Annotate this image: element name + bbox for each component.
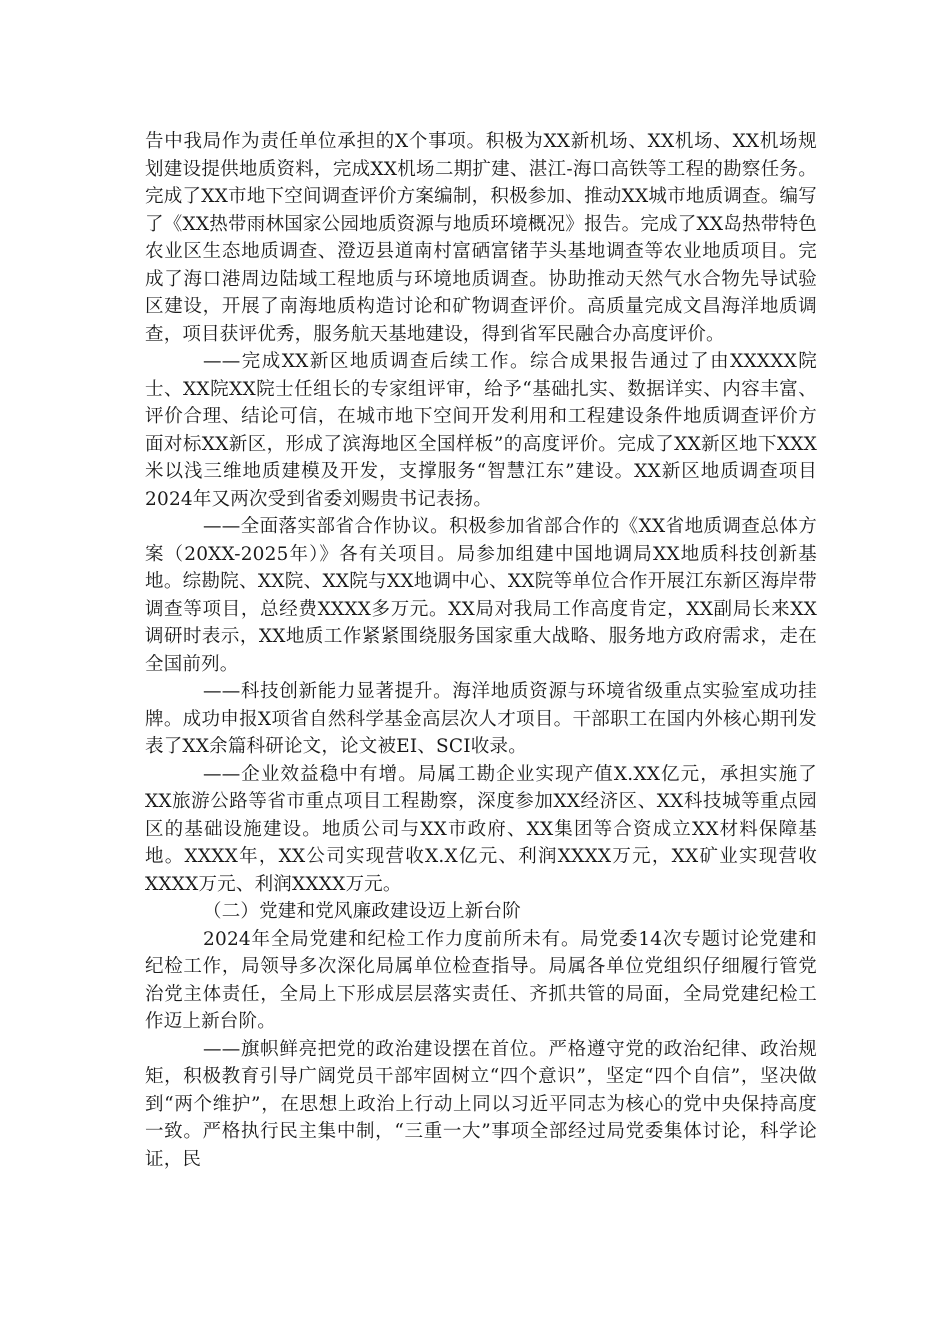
paragraph-new-district-survey: ——完成XX新区地质调查后续工作。综合成果报告通过了由XXXXX院士、XX院XX院士任组长的专家组评审，给予“基础扎实、数据详实、内容丰富、评价合理、结论可信，在城市地下空间开发利用和工程建设条件地质调查评价方面对标XX新区，形成了滨海地区全国样板”的高度评价。完成了XX新区地下XXX米以浅三维地质建模及开发，支撑服务“智慧江东”建设。XX新区地质调查项目2024年又两次受到省委刘赐贵书记表扬。 [145,351,817,510]
paragraph-party-discipline: 2024年全局党建和纪检工作力度前所未有。局党委14次专题讨论党建和纪检工作，局领导多次深化局属单位检查指导。局属各单位党组织仔细履行管党治党主体责任，全局上下形成层层落实责任、齐抓共管的局面，全局党建纪检工作迈上新台阶。 [145,928,817,1032]
paragraph-airport-geology: 告中我局作为责任单位承担的X个事项。积极为XX新机场、XX机场、XX机场规划建设提供地质资料，完成XX机场二期扩建、湛江-海口高铁等工程的勘察任务。完成了XX市地下空间调查评价方案编制，积极参加、推动XX城市地质调查。编写了《XX热带雨林国家公园地质资源与地质环境概况》报告。完成了XX岛热带特色农业区生态地质调查、澄迈县道南村富硒富锗芋头基地调查等农业地质项目。完成了海口港周边陆域工程地质与环境地质调查。协助推动天然气水合物先导试验区建设，开展了南海地质构造讨论和矿物调查评价。高质量完成文昌海洋地质调查，项目获评优秀，服务航天基地建设，得到省军民融合办高度评价。 [145,131,817,345]
paragraph-enterprise-benefit: ——企业效益稳中有增。局属工勘企业实现产值X.XX亿元，承担实施了XX旅游公路等省市重点项目工程勘察，深度参加XX经济区、XX科技城等重点园区的基础设施建设。地质公司与XX市政府、XX集团等合资成立XX材料保障基地。XXXX年，XX公司实现营收X.X亿元、利润XXXX万元，XX矿业实现营收XXXX万元、利润XXXX万元。 [145,763,817,895]
paragraph-tech-innovation: ——科技创新能力显著提升。海洋地质资源与环境省级重点实验室成功挂牌。成功申报X项省自然科学基金高层次人才项目。干部职工在国内外核心期刊发表了XX余篇科研论文，论文被EI、SCI收录。 [145,681,817,757]
paragraph-political-construction: ——旗帜鲜亮把党的政治建设摆在首位。严格遵守党的政治纪律、政治规矩，积极教育引导广阔党员干部牢固树立“四个意识”，坚定“四个自信”，坚决做到“两个维护”，在思想上政治上行动上同以习近平同志为核心的党中央保持高度一致。严格执行民主集中制，“三重一大”事项全部经过局党委集体讨论，科学论证，民 [145,1038,817,1170]
paragraph-ministry-cooperation: ——全面落实部省合作协议。积极参加省部合作的《XX省地质调查总体方案（20XX-2025年）》各有关项目。局参加组建中国地调局XX地质科技创新基地。综勘院、XX院、XX院与XX地调中心、XX院等单位合作开展江东新区海岸带调查等项目，总经费XXXX多万元。XX局对我局工作高度肯定，XX副局长来XX调研时表示，XX地质工作紧紧围绕服务国家重大战略、服务地方政府需求，走在全国前列。 [145,516,817,675]
document-body [145,128,817,1173]
section-heading-party-building: （二）党建和党风廉政建设迈上新台阶 [203,901,521,922]
